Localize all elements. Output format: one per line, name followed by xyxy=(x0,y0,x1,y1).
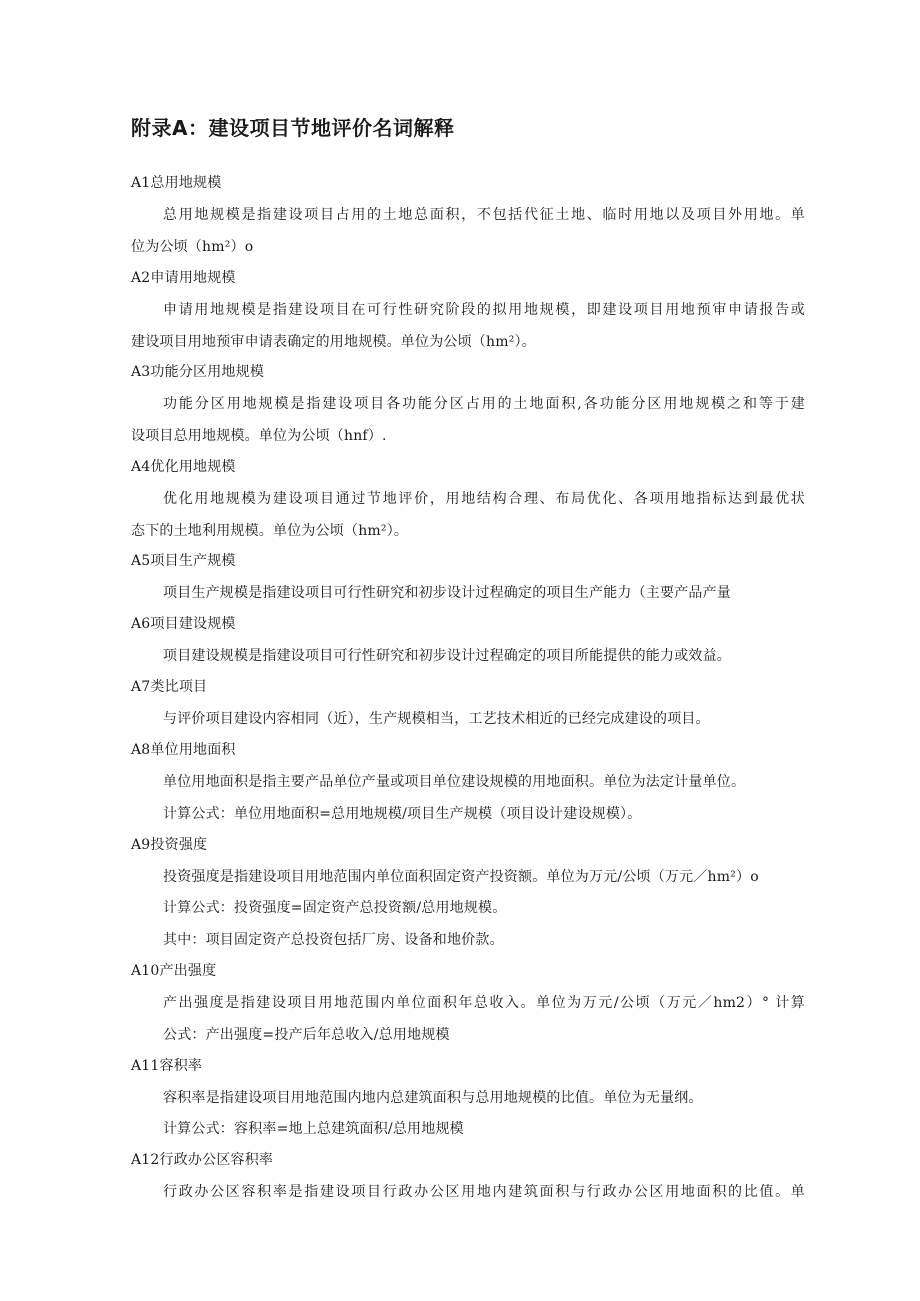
term-heading: A1总用地规模 xyxy=(131,175,222,191)
paragraph-line: 建设项目用地预审申请表确定的用地规模。单位为公顷（hm²）。 xyxy=(131,334,536,350)
paragraph-line: 总用地规模是指建设项目占用的土地总面积，不包括代征土地、临时用地以及项目外用地。单 xyxy=(163,207,805,223)
term-heading: A6项目建设规模 xyxy=(131,616,236,632)
term-heading: A11容积率 xyxy=(131,1058,203,1074)
paragraph-line: 位为公顷（hm²）o xyxy=(131,239,254,255)
formula-line: 计算公式：投资强度=固定资产总投资额/总用地规模。 xyxy=(163,900,507,916)
formula-line: 公式：产出强度=投产后年总收入/总用地规模 xyxy=(163,1027,450,1043)
term-heading: A7类比项目 xyxy=(131,679,208,695)
paragraph-line: 功能分区用地规模是指建设项目各功能分区占用的土地面积,各功能分区用地规模之和等于建 xyxy=(163,396,805,412)
page-title: 附录A：建设项目节地评价名词解释 xyxy=(131,116,455,140)
term-heading: A9投资强度 xyxy=(131,837,208,853)
term-heading: A8单位用地面积 xyxy=(131,742,236,758)
paragraph-line: 产出强度是指建设项目用地范围内单位面积年总收入。单位为万元/公顷（万元／hm2）° 计算 xyxy=(163,995,805,1011)
paragraph-line: 项目生产规模是指建设项目可行性研究和初步设计过程确定的项目生产能力（主要产品产量 xyxy=(163,585,731,601)
formula-line: 计算公式：容积率=地上总建筑面积/总用地规模 xyxy=(163,1121,464,1137)
formula-line: 计算公式：单位用地面积=总用地规模/项目生产规模（项目设计建设规模）。 xyxy=(163,806,642,822)
paragraph-line: 单位用地面积是指主要产品单位产量或项目单位建设规模的用地面积。单位为法定计量单位。 xyxy=(163,774,746,790)
paragraph-line: 申请用地规模是指建设项目在可行性研究阶段的拟用地规模，即建设项目用地预审申请报告或 xyxy=(163,302,805,318)
paragraph-line: 行政办公区容积率是指建设项目行政办公区用地内建筑面积与行政办公区用地面积的比值。单 xyxy=(163,1184,805,1200)
term-heading: A12行政办公区容积率 xyxy=(131,1152,274,1168)
paragraph-line: 态下的土地利用规模。单位为公顷（hm²）。 xyxy=(131,523,409,539)
term-heading: A10产出强度 xyxy=(131,963,217,979)
paragraph-line: 投资强度是指建设项目用地范围内单位面积固定资产投资额。单位为万元/公顷（万元／hm²）o xyxy=(163,869,759,885)
paragraph-line: 其中：项目固定资产总投资包括厂房、设备和地价款。 xyxy=(163,932,504,948)
term-heading: A5项目生产规模 xyxy=(131,553,236,569)
paragraph-line: 优化用地规模为建设项目通过节地评价，用地结构合理、布局优化、各项用地指标达到最优状 xyxy=(163,491,805,507)
paragraph-line: 设项目总用地规模。单位为公顷（hnf）. xyxy=(131,428,387,444)
term-heading: A2申请用地规模 xyxy=(131,270,236,286)
paragraph-line: 与评价项目建设内容相同（近），生产规模相当，工艺技术相近的已经完成建设的项目。 xyxy=(163,711,710,727)
paragraph-line: 容积率是指建设项目用地范围内地内总建筑面积与总用地规模的比值。单位为无量纲。 xyxy=(163,1090,703,1106)
paragraph-line: 项目建设规模是指建设项目可行性研究和初步设计过程确定的项目所能提供的能力或效益。 xyxy=(163,648,731,664)
term-heading: A4优化用地规模 xyxy=(131,459,236,475)
term-heading: A3功能分区用地规模 xyxy=(131,364,265,380)
